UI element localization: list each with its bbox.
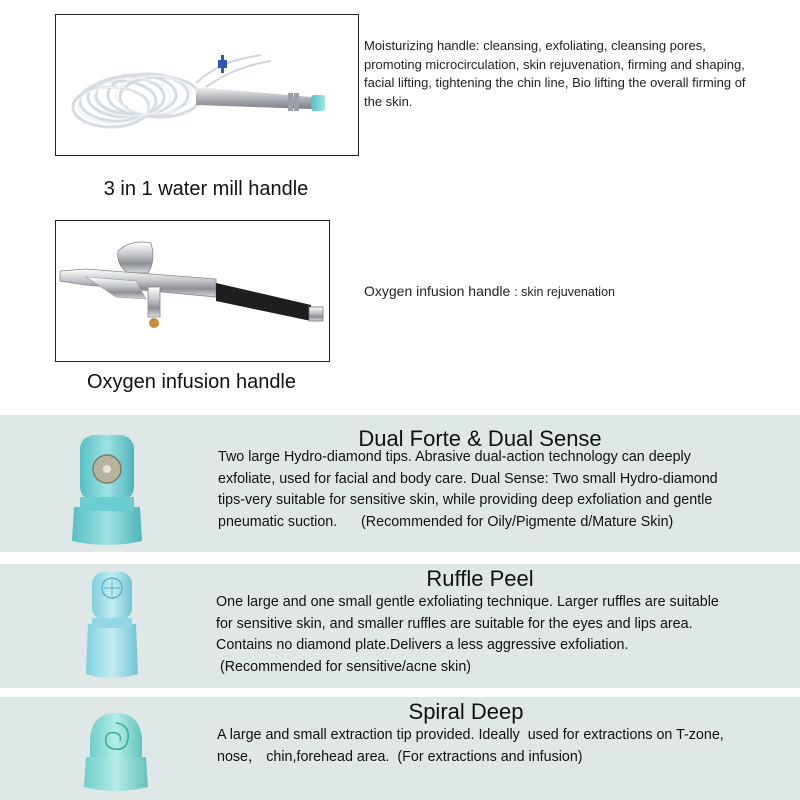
tip-description [216, 592, 790, 678]
oxygen-handle-description-label: Oxygen infusion handle [364, 283, 511, 299]
tip-description [218, 447, 788, 533]
water-mill-handle-photo-frame [55, 14, 359, 156]
tip-line: Two large Hydro-diamond tips. Abrasive dual-action technology can deeply [218, 449, 691, 465]
tip-title: Spiral Deep [408, 699, 524, 724]
oxygen-handle-caption: Oxygen infusion handle [86, 371, 297, 393]
water-mill-handle-caption: 3 in 1 water mill handle [103, 178, 309, 200]
tip-line: (Recommended for sensitive/acne skin) [216, 658, 472, 675]
oxygen-handle-description [364, 282, 784, 302]
tip-line: for sensitive skin, and smaller ruffles are suitable for the eyes and lips area. [216, 615, 693, 632]
water-mill-handle-photo [56, 15, 358, 155]
oxygen-airbrush-photo [56, 221, 329, 361]
oxygen-handle-photo-frame [55, 220, 330, 362]
oxygen-handle-description-detail: : skin rejuvenation [514, 285, 615, 299]
tip-line: pneumatic suction. (Recommended for Oily/Pigmente d/Mature Skin) [218, 513, 674, 530]
tip-band-spiral-deep [0, 697, 800, 800]
ruffle-tip-icon [82, 566, 142, 689]
tip-title: Ruffle Peel [426, 566, 534, 591]
tip-title: Dual Forte & Dual Sense [358, 426, 602, 451]
tip-line: A large and small extraction tip provided. Ideally used for extractions on T-zone, [217, 727, 724, 743]
tip-description [217, 725, 792, 768]
water-mill-handle-description: Moisturizing handle: cleansing, exfoliating, cleansing pores, promoting microcirculation, skin rejuvenation, firming and shaping, facial lifting, tightening the chin line, Bio lifting the overall firming of the skin. [364, 38, 746, 109]
tip-band-dual-forte [0, 415, 800, 552]
spiral-tip-icon [80, 709, 152, 800]
tip-line: Contains no diamond plate.Delivers a less aggressive exfoliation. [216, 637, 629, 653]
tip-line: One large and one small gentle exfoliating technique. Larger ruffles are suitable [216, 594, 719, 610]
tip-line: exfoliate, used for facial and body care. Dual Sense: Two small Hydro-diamond [218, 470, 718, 487]
tip-band-ruffle-peel [0, 564, 800, 688]
tip-line: nose， chin,forehead area. (For extractions and infusion) [217, 748, 583, 765]
tip-line: tips-very suitable for sensitive skin, while providing deep exfoliation and gentle [218, 492, 713, 508]
diamond-tip-icon [68, 427, 148, 552]
